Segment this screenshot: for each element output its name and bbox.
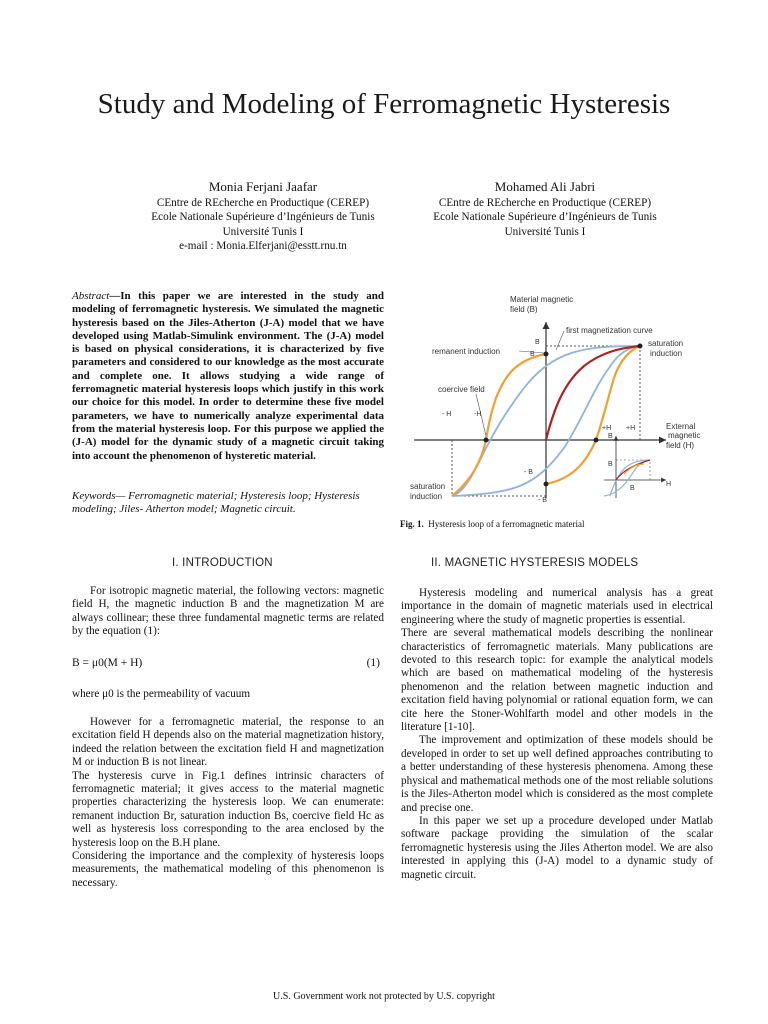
inset-h-label: H [666, 481, 672, 488]
paragraph: where μ0 is the permeability of vacuum [72, 688, 251, 700]
author-name: Mohamed Ali Jabri [494, 179, 596, 194]
author-affiliation: CEntre de REcherche en Productique (CEREP) [438, 197, 652, 210]
saturation-top-label-2: induction [650, 349, 683, 358]
hs-label: +H [626, 425, 636, 432]
section-heading-models: II. MAGNETIC HYSTERESIS MODELS [431, 557, 639, 569]
abstract-dash: — [109, 290, 121, 302]
neg-hc-label: -H [474, 411, 482, 418]
author-name: Monia Ferjani Jaafar [208, 179, 318, 194]
paragraph: Hysteresis modeling and numerical analysis has a great importance in the domain of magnetic materials used in electrical engineering where the study of magnetic properties is essential. [401, 587, 713, 626]
hc-point [594, 438, 599, 443]
paragraph: The improvement and optimization of these models should be developed in order to set up well defined approaches contributing to a better understanding of these hysteresis phenomena. Among these physical and mathematical methods one of the most reliable solutions is the Jiles-Atherton model which is considered as the most complete and precise one. [401, 734, 713, 814]
figure-caption [400, 519, 584, 529]
paragraph: Considering the importance and the complexity of hysteresis loops measurements, the mathematical modeling of this phenomenon is necessary. [72, 850, 384, 889]
author-email: e-mail : Monia.Elferjani@esstt.rnu.tn [179, 239, 347, 252]
inset-b1-label: B [608, 461, 613, 468]
section-heading-introduction: I. INTRODUCTION [172, 557, 273, 569]
author-affiliation: Ecole Nationale Supérieure d’Ingénieurs de Tunis [433, 211, 657, 224]
paragraph: However for a ferromagnetic material, the response to an excitation field H depends also on the material magnetization history, indeed the relation between the excitation field H and magnetization M or induction B is not linear. [72, 716, 384, 769]
x-axis-label: External [666, 422, 696, 431]
author-affiliation: CEntre de REcherche en Productique (CEREP) [156, 197, 370, 210]
author-affiliation: Université Tunis I [504, 225, 586, 238]
ascending-branch-orange [546, 346, 640, 484]
x-axis-label-2: magnetic [668, 431, 701, 440]
first-curve-label: first magnetization curve [566, 326, 653, 335]
equation-1 [72, 657, 384, 669]
figure-caption-label: Fig. 1. [400, 519, 424, 529]
copyright-footer: U.S. Government work not protected by U.S. copyright [273, 991, 495, 1002]
hysteresis-figure [404, 288, 701, 510]
neg-hc-point [484, 438, 489, 443]
intro-where [72, 688, 384, 701]
hc-label: +H [602, 425, 612, 432]
inset-diagram [604, 433, 671, 498]
figure-caption-text: Hysteresis loop of a ferromagnetic material [428, 519, 585, 529]
y-axis-label: Material magnetic [510, 295, 574, 304]
keywords: Keywords— Ferromagnetic material; Hysteresis loop; Hysteresis modeling; Jiles- Atherton model; Magnetic circuit. [72, 490, 360, 516]
bs-point [638, 344, 643, 349]
models-body [401, 587, 713, 882]
bs-tick-label: B [535, 339, 540, 346]
abstract-text: In this paper we are interested in the study and modeling of ferromagnetic hysteresis. We simulated the magnetic hysteresis based on the Jiles-Atherton (J-A) model that we have developed using Matlab-Simulink environment. The (J-A) model is based on physical considerations, it is characterized by five parameters and considered to our knowledge as the most accurate and complete one. It allows studying a wide range of ferromagnetic material hysteresis loops which justify in this work our choice for this model. In order to determine these five model parameters, we have to numerically analyze experimental data from the material hysteresis loop. For this purpose we applied the (J-A) model for the dynamic study of a magnetic circuit taking into account the phenomenon of hysteretic material. [72, 290, 384, 462]
saturation-bottom-label-2: induction [410, 492, 443, 501]
equation-text: B = μ0(M + H) [72, 657, 143, 669]
neg-br-point [544, 482, 549, 487]
author-affiliation: Université Tunis I [222, 225, 304, 238]
remanent-label: remanent induction [432, 347, 501, 356]
paragraph: In this paper we set up a procedure developed under Matlab software package providing the simulation of the scalar ferromagnetic hysteresis using the Jiles Atherton model. We are also interested in applying this (J-A) model to a dynamic study of magnetic circuit. [401, 814, 713, 881]
abstract-label: Abstract [72, 290, 110, 302]
intro-paragraph-1 [72, 585, 384, 639]
br-point [544, 352, 549, 357]
paragraph: For isotropic magnetic material, the following vectors: magnetic field H, the magnetic induction B and the magnetization M are always collinear; these three fundamental magnetic terms are related by the equation (1): [72, 585, 384, 638]
paragraph: There are several mathematical models describing the nonlinear characteristics of ferromagnetic materials. Many publications are devoted to this research topic: for example the analytical models which are based on mathematical modeling of the hysteresis phenomenon and the relation between magnetic induction and excitation field having polynomial or rational equation form, we can cite here the Stoner-Wohlfarth model and other models in the literature [1-10]. [401, 627, 713, 734]
hysteresis-diagram [404, 288, 701, 510]
saturation-top-label: saturation [648, 339, 684, 348]
saturation-bottom-label: saturation [410, 482, 446, 491]
author-block-1 [113, 180, 413, 253]
neg-hs-label: - H [442, 411, 452, 418]
intro-body [72, 716, 384, 890]
neg-bs-label: - B [538, 497, 547, 504]
paper-title: Study and Modeling of Ferromagnetic Hysteresis [97, 88, 671, 120]
abstract [72, 290, 384, 463]
br-tick-label: B [530, 351, 535, 358]
author-affiliation: Ecole Nationale Supérieure d’Ingénieurs de Tunis [151, 211, 375, 224]
author-block-2 [395, 180, 695, 239]
inset-b2-label: B [630, 485, 635, 492]
equation-number: (1) [366, 657, 380, 669]
neg-br-label: - B [524, 469, 533, 476]
coercive-label: coercive field [438, 385, 485, 394]
paragraph: The hysteresis curve in Fig.1 defines intrinsic characters of ferromagnetic material; it gives access to the material magnetic properties characterizing the hysteresis loop. We can enumerate: remanent induction Br, saturation induction Bs, coercive field Hc as well as hysteresis loss corresponding to the area enclosed by the hysteresis loop on the B.H plane. [72, 769, 384, 849]
inset-b-label: B [608, 433, 613, 440]
y-axis-label-2: field (B) [510, 305, 538, 314]
x-axis-label-3: field (H) [666, 441, 695, 450]
